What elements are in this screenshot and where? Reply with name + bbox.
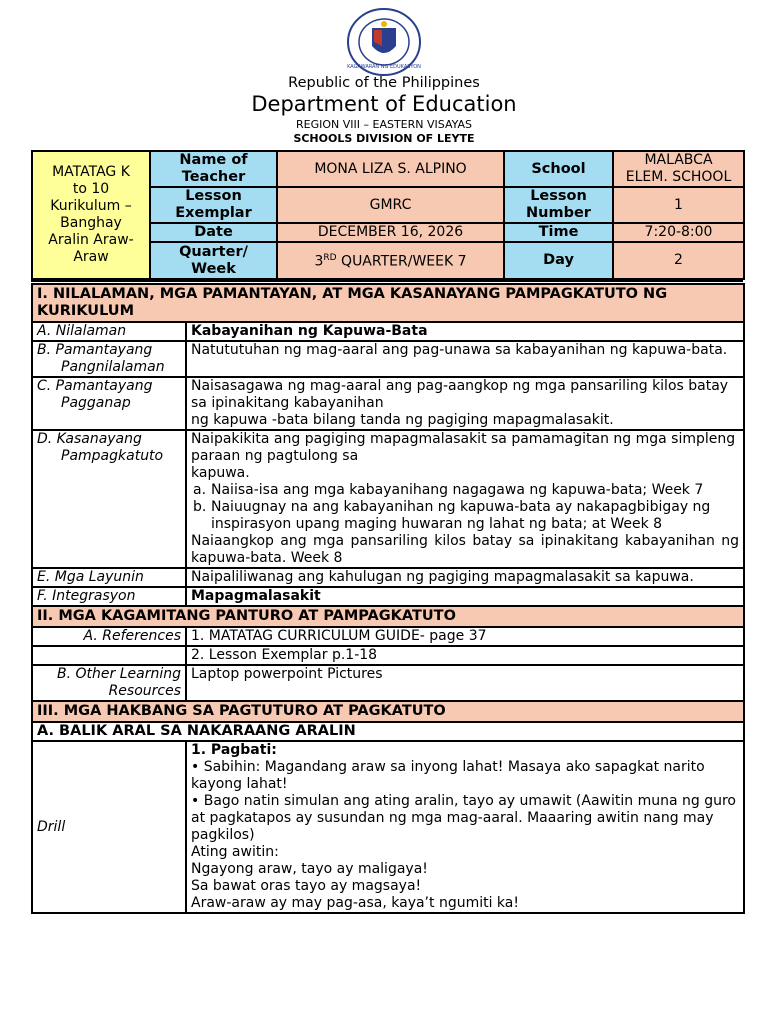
nilalaman-value: Kabayanihan ng Kapuwa-Bata [186, 322, 744, 341]
info-table [31, 150, 745, 280]
layunin-label: E. Mga Layunin [32, 568, 186, 587]
drill-content: 1. Pagbati: • Sabihin: Magandang araw sa inyong lahat! Masaya ako sapagkat narito kayong lahat! • Bago natin simulan ang ating aralin, tayo ay umawit (Aawitin muna ng guro at pagkatapos ay susundan ng mga mag-aaral. Maaaring awitin nang may pagkilos) Ating awitin: Ngayong araw, tayo ay maligaya! Sa bawat oras tayo ay magsaya! Araw-araw ay may pag-asa, kaya’t ngumiti ka! [186, 741, 744, 913]
time-label: Time [504, 223, 613, 242]
quarter-label: Quarter/ Week [150, 242, 277, 279]
republic-line: Republic of the Philippines [288, 75, 480, 91]
seal-text: KAGAWARAN NG EDUKASYON [347, 64, 421, 70]
pamantayang-pagganap-label: C. Pamantayang Pagganap [32, 377, 186, 430]
lesson-plan-table [31, 283, 745, 914]
other-resources-label: B. Other Learning Resources [32, 665, 186, 701]
references-label: A. References [32, 627, 186, 646]
integrasyon-label: F. Integrasyon [32, 587, 186, 606]
time-value: 7:20-8:00 [613, 223, 744, 242]
program-cell: MATATAG K to 10 Kurikulum – Banghay Aralin Araw- Araw [32, 151, 150, 279]
reference-1: 1. MATATAG CURRICULUM GUIDE- page 37 [186, 627, 744, 646]
lesson-number-label: Lesson Number [504, 187, 613, 223]
day-label: Day [504, 242, 613, 279]
balik-aral-heading: A. BALIK ARAL SA NAKARAANG ARALIN [32, 722, 744, 741]
department-title: Department of Education [251, 92, 517, 116]
teacher-value: MONA LIZA S. ALPINO [277, 151, 504, 187]
section-i-heading: I. NILALAMAN, MGA PAMANTAYAN, AT MGA KASANAYANG PAMPAGKATUTO NG KURIKULUM [32, 284, 744, 322]
date-label: Date [150, 223, 277, 242]
drill-label: Drill [32, 741, 186, 913]
section-ii-heading: II. MGA KAGAMITANG PANTURO AT PAMPAGKATUTO [32, 606, 744, 627]
school-value: MALABCA ELEM. SCHOOL [613, 151, 744, 187]
references-blank [32, 646, 186, 665]
other-resources-value: Laptop powerpoint Pictures [186, 665, 744, 701]
nilalaman-label: A. Nilalaman [32, 322, 186, 341]
section-iii-heading: III. MGA HAKBANG SA PAGTUTURO AT PAGKATUTO [32, 701, 744, 722]
pamantayang-pangnilalaman-label: B. Pamantayang Pangnilalaman [32, 341, 186, 377]
quarter-value: 3RD QUARTER/WEEK 7 [277, 242, 504, 279]
list-item: b. Naiuugnay na ang kabayanihan ng kapuwa-bata ay nakapagbibigay ng inspirasyon upang maging huwaran ng lahat ng bata; at Week 8 [193, 499, 711, 532]
school-label: School [504, 151, 613, 187]
kasanayang-pampagkatuto-label: D. Kasanayang Pampagkatuto [32, 430, 186, 568]
region-line: REGION VIII – EASTERN VISAYAS [296, 118, 472, 131]
date-value: DECEMBER 16, 2026 [277, 223, 504, 242]
day-value: 2 [613, 242, 744, 279]
lesson-value: GMRC [277, 187, 504, 223]
layunin-value: Naipaliliwanag ang kahulugan ng pagiging mapagmalasakit sa kapuwa. [186, 568, 744, 587]
deped-seal-logo [346, 8, 422, 76]
reference-2: 2. Lesson Exemplar p.1-18 [186, 646, 744, 665]
integrasyon-value: Mapagmalasakit [186, 587, 744, 606]
pamantayang-pagganap-value: Naisasagawa ng mag-aaral ang pag-aangkop ng mga pansariling kilos batay sa ipinakitang kabayanihan ng kapuwa -bata bilang tanda ng pagiging mapagmalasakit. [186, 377, 744, 430]
lesson-label: Lesson Exemplar [150, 187, 277, 223]
division-line: SCHOOLS DIVISION OF LEYTE [293, 132, 475, 145]
kasanayang-pampagkatuto-value: Naipakikita ang pagiging mapagmalasakit sa pamamagitan ng mga simpleng paraan ng pagtulong sa kapuwa. a. Naiisa-isa ang mga kabayanihang nagagawa ng kapuwa-bata; Week 7 b. Naiuugnay na ang kabayanihan ng kapuwa-bata ay nakapagbibigay ng inspirasyon upang maging huwaran ng lahat ng bata; at Week 8 Naiaangkop ang mga pansariling kilos batay sa ipinakitang kabayanihan ng kapuwa-bata. Week 8 [186, 430, 744, 568]
lesson-number-value: 1 [613, 187, 744, 223]
list-item: a. Naiisa-isa ang mga kabayanihang nagagawa ng kapuwa-bata; Week 7 [193, 482, 704, 498]
pamantayang-pangnilalaman-value: Natututuhan ng mag-aaral ang pag-unawa sa kabayanihan ng kapuwa-bata. [186, 341, 744, 377]
teacher-label: Name of Teacher [150, 151, 277, 187]
